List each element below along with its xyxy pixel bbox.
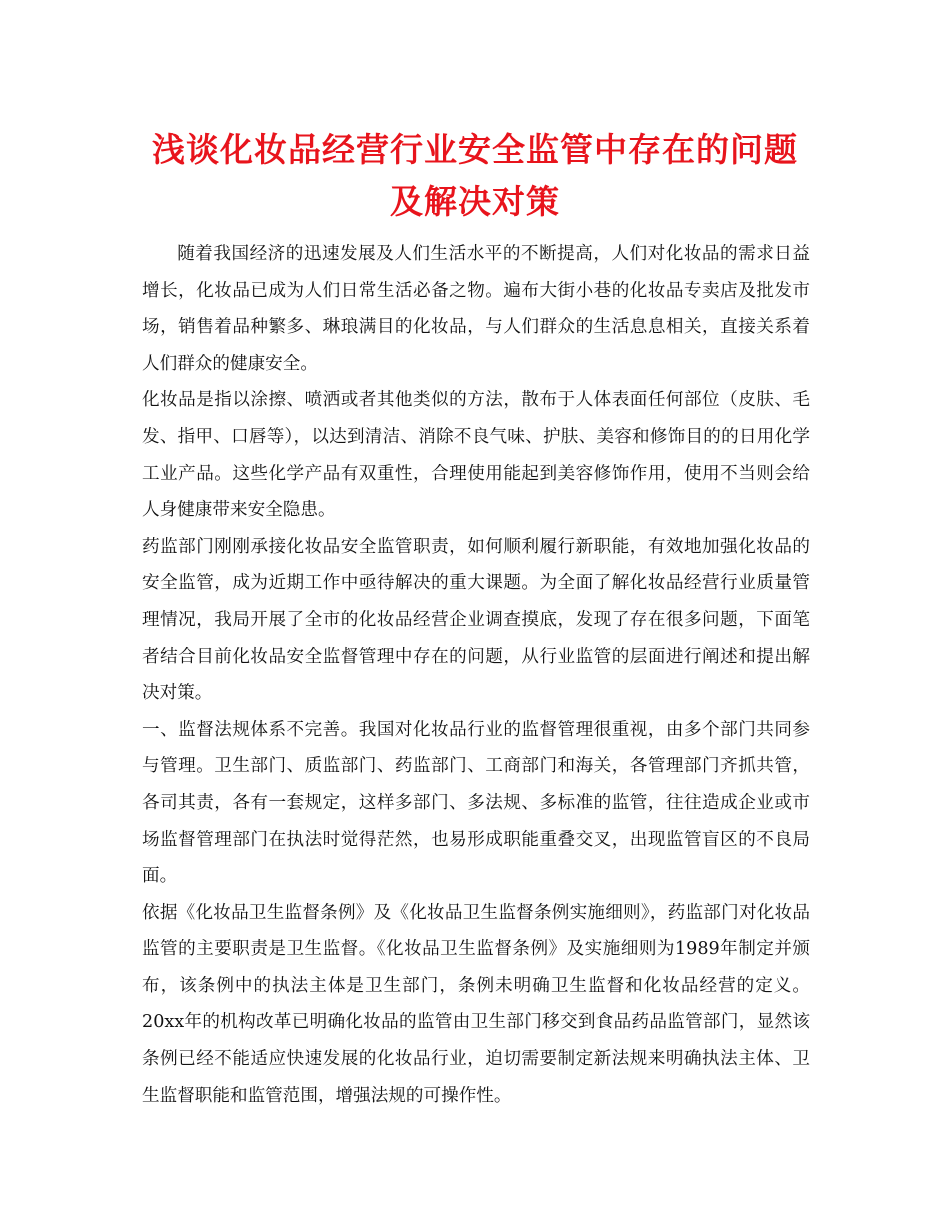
- paragraph-responsibility: 药监部门刚刚承接化妆品安全监管职责，如何顺利履行新职能，有效地加强化妆品的安全监管，成为近期工作中亟待解决的重大课题。为全面了解化妆品经营行业质量管理情况，我局开展了全市的化妆品经营企业调查摸底，发现了存在很多问题，下面笔者结合目前化妆品安全监督管理中存在的问题，从行业监管的层面进行阐述和提出解决对策。: [142, 536, 810, 704]
- paragraph-intro: 随着我国经济的迅速发展及人们生活水平的不断提高，人们对化妆品的需求日益增长，化妆品已成为人们日常生活必备之物。遍布大街小巷的化妆品专卖店及批发市场，销售着品种繁多、琳琅满目的化妆品，与人们群众的生活息息相关，直接关系着人们群众的健康安全。: [142, 244, 810, 374]
- paragraph-issue-one: 一、监督法规体系不完善。我国对化妆品行业的监督管理很重视，由多个部门共同参与管理。卫生部门、质监部门、药监部门、工商部门和海关，各管理部门齐抓共管，各司其责，各有一套规定，这样多部门、多法规、多标准的监管，往往造成企业或市场监督管理部门在执法时觉得茫然，也易形成职能重叠交叉，出现监管盲区的不良局面。: [142, 719, 810, 887]
- title-line-2: 及解决对策: [390, 182, 560, 221]
- document-body: [142, 236, 810, 1114]
- document-title: [142, 124, 808, 228]
- paragraph-definition: 化妆品是指以涂擦、喷洒或者其他类似的方法，散布于人体表面任何部位（皮肤、毛发、指甲、口唇等），以达到清洁、消除不良气味、护肤、美容和修饰目的的日用化学工业产品。这些化学产品有双重性，合理使用能起到美容修饰作用，使用不当则会给人身健康带来安全隐患。: [142, 390, 810, 521]
- paragraph-regulation: 依据《化妆品卫生监督条例》及《化妆品卫生监督条例实施细则》，药监部门对化妆品监管的主要职责是卫生监督。《化妆品卫生监督条例》及实施细则为1989年制定并颁布，该条例中的执法主体是卫生部门，条例未明确卫生监督和化妆品经营的定义。20xx年的机构改革已明确化妆品的监管由卫生部门移交到食品药品监管部门，显然该条例已经不能适应快速发展的化妆品行业，迫切需要制定新法规来明确执法主体、卫生监督职能和监管范围，增强法规的可操作性。: [142, 902, 810, 1106]
- title-line-1: 浅谈化妆品经营行业安全监管中存在的问题: [152, 130, 798, 169]
